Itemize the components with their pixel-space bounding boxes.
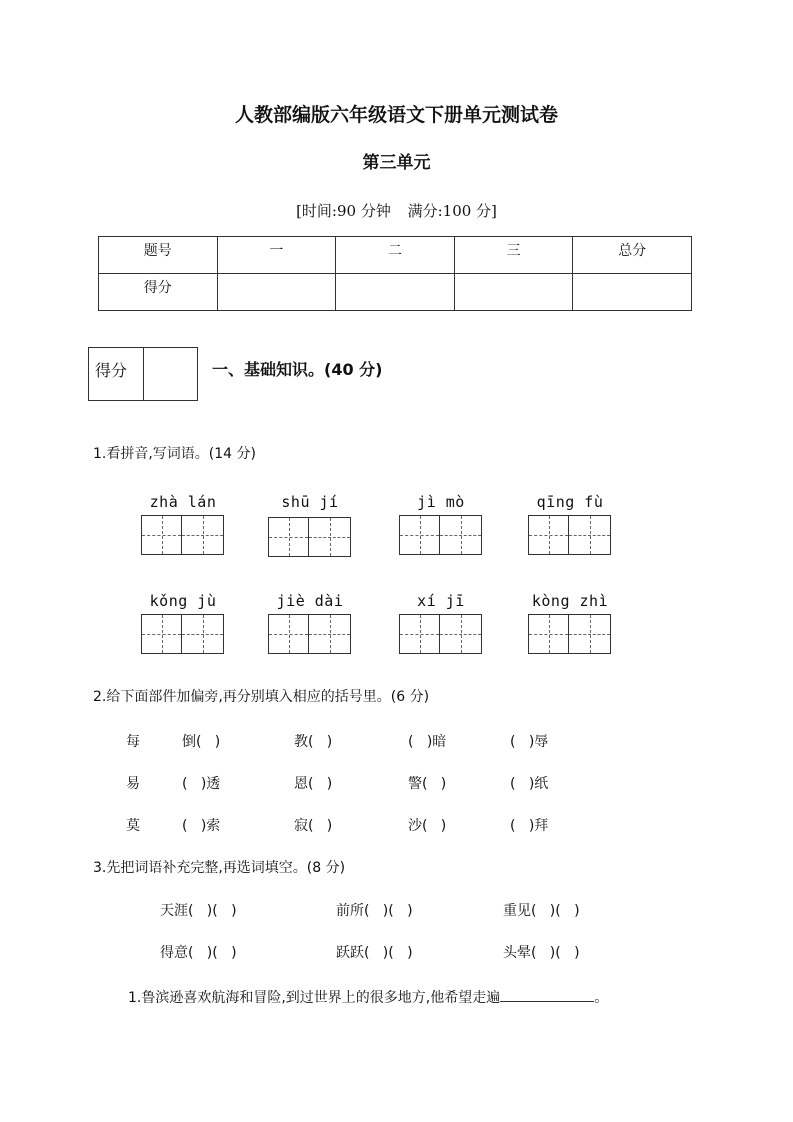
- idiom-blank[interactable]: 跃跃( )( ): [336, 945, 413, 961]
- writing-cell[interactable]: [528, 614, 569, 654]
- pinyin-label: shū jí: [281, 493, 339, 511]
- section-score-input[interactable]: [144, 348, 197, 400]
- sentence-end: 。: [594, 990, 609, 1006]
- score-header-cell: 题号: [99, 237, 218, 274]
- pinyin-group: [399, 493, 483, 555]
- idiom-blank[interactable]: 前所( )( ): [336, 903, 413, 919]
- radical-blank[interactable]: ( )纸: [510, 776, 549, 792]
- pinyin-label: qīng fù: [536, 493, 604, 511]
- radical-blank[interactable]: ( )索: [182, 818, 221, 834]
- pinyin-group: [528, 592, 612, 654]
- fill-sentence: [128, 987, 608, 1007]
- writing-cell[interactable]: [440, 614, 482, 654]
- pinyin-group: [528, 493, 612, 555]
- sentence-blank[interactable]: [500, 987, 594, 1002]
- pinyin-group: [268, 592, 352, 654]
- writing-cell[interactable]: [309, 517, 351, 557]
- radical-blank[interactable]: 沙( ): [408, 818, 447, 834]
- idiom-blank[interactable]: 头晕( )( ): [503, 945, 580, 961]
- section-score-label: 得分: [89, 348, 144, 400]
- score-header-cell: 三: [454, 237, 573, 274]
- score-table-header: [99, 237, 692, 274]
- section-heading: 一、基础知识。(40 分): [212, 360, 383, 379]
- score-input-cell[interactable]: [454, 274, 573, 311]
- score-input-cell[interactable]: [573, 274, 692, 311]
- pinyin-label: kòng zhì: [531, 592, 609, 610]
- radical-blank[interactable]: ( )暗: [408, 734, 447, 750]
- pinyin-label: jì mò: [417, 493, 465, 511]
- writing-cell[interactable]: [309, 614, 351, 654]
- radical-blank[interactable]: 寂( ): [294, 818, 333, 834]
- pinyin-group: [268, 493, 352, 557]
- question-2-prompt: 2.给下面部件加偏旁,再分别填入相应的括号里。(6 分): [93, 689, 430, 705]
- writing-cell[interactable]: [268, 614, 309, 654]
- idiom-blank[interactable]: 天涯( )( ): [160, 903, 237, 919]
- writing-cell[interactable]: [569, 515, 611, 555]
- radical-blank[interactable]: 警( ): [408, 776, 447, 792]
- score-input-cell[interactable]: [217, 274, 336, 311]
- radical-blank[interactable]: 恩( ): [294, 776, 333, 792]
- idiom-blank[interactable]: 得意( )( ): [160, 945, 237, 961]
- sentence-text: 1.鲁滨逊喜欢航海和冒险,到过世界上的很多地方,他希望走遍: [128, 990, 501, 1006]
- score-row-label: 得分: [99, 274, 218, 311]
- writing-cell[interactable]: [268, 517, 309, 557]
- score-header-cell: 二: [336, 237, 455, 274]
- writing-cell[interactable]: [399, 614, 440, 654]
- time-limit: [时间:90 分钟: [296, 202, 391, 220]
- score-table-row: [99, 274, 692, 311]
- radical-part: 每: [126, 734, 140, 750]
- radical-blank[interactable]: ( )辱: [510, 734, 549, 750]
- writing-cell[interactable]: [141, 515, 182, 555]
- pinyin-label: zhà lán: [149, 493, 217, 511]
- section-score-box: [88, 347, 198, 401]
- pinyin-group: [141, 493, 225, 555]
- page-title: 人教部编版六年级语文下册单元测试卷: [234, 104, 558, 126]
- writing-cell[interactable]: [182, 515, 224, 555]
- pinyin-label: kǒng jù: [149, 592, 217, 610]
- radical-blank[interactable]: ( )透: [182, 776, 221, 792]
- score-table: [98, 236, 692, 311]
- writing-cell[interactable]: [569, 614, 611, 654]
- writing-cell[interactable]: [528, 515, 569, 555]
- radical-blank[interactable]: ( )拜: [510, 818, 549, 834]
- radical-blank[interactable]: 教( ): [294, 734, 333, 750]
- writing-cell[interactable]: [399, 515, 440, 555]
- writing-cell[interactable]: [182, 614, 224, 654]
- idiom-blank[interactable]: 重见( )( ): [503, 903, 580, 919]
- radical-part: 易: [126, 776, 140, 792]
- writing-cell[interactable]: [440, 515, 482, 555]
- pinyin-group: [141, 592, 225, 654]
- pinyin-group: [399, 592, 483, 654]
- score-header-cell: 总分: [573, 237, 692, 274]
- question-1-prompt: 1.看拼音,写词语。(14 分): [93, 446, 256, 462]
- pinyin-label: jiè dài: [276, 592, 344, 610]
- score-input-cell[interactable]: [336, 274, 455, 311]
- pinyin-label: xí jī: [417, 592, 465, 610]
- radical-part: 莫: [126, 818, 140, 834]
- full-score: 满分:100 分]: [407, 202, 497, 220]
- score-header-cell: 一: [217, 237, 336, 274]
- writing-cell[interactable]: [141, 614, 182, 654]
- page-subtitle: 第三单元: [362, 153, 431, 173]
- radical-blank[interactable]: 倒( ): [182, 734, 221, 750]
- question-3-prompt: 3.先把词语补充完整,再选词填空。(8 分): [93, 860, 346, 876]
- time-info: [0, 200, 793, 221]
